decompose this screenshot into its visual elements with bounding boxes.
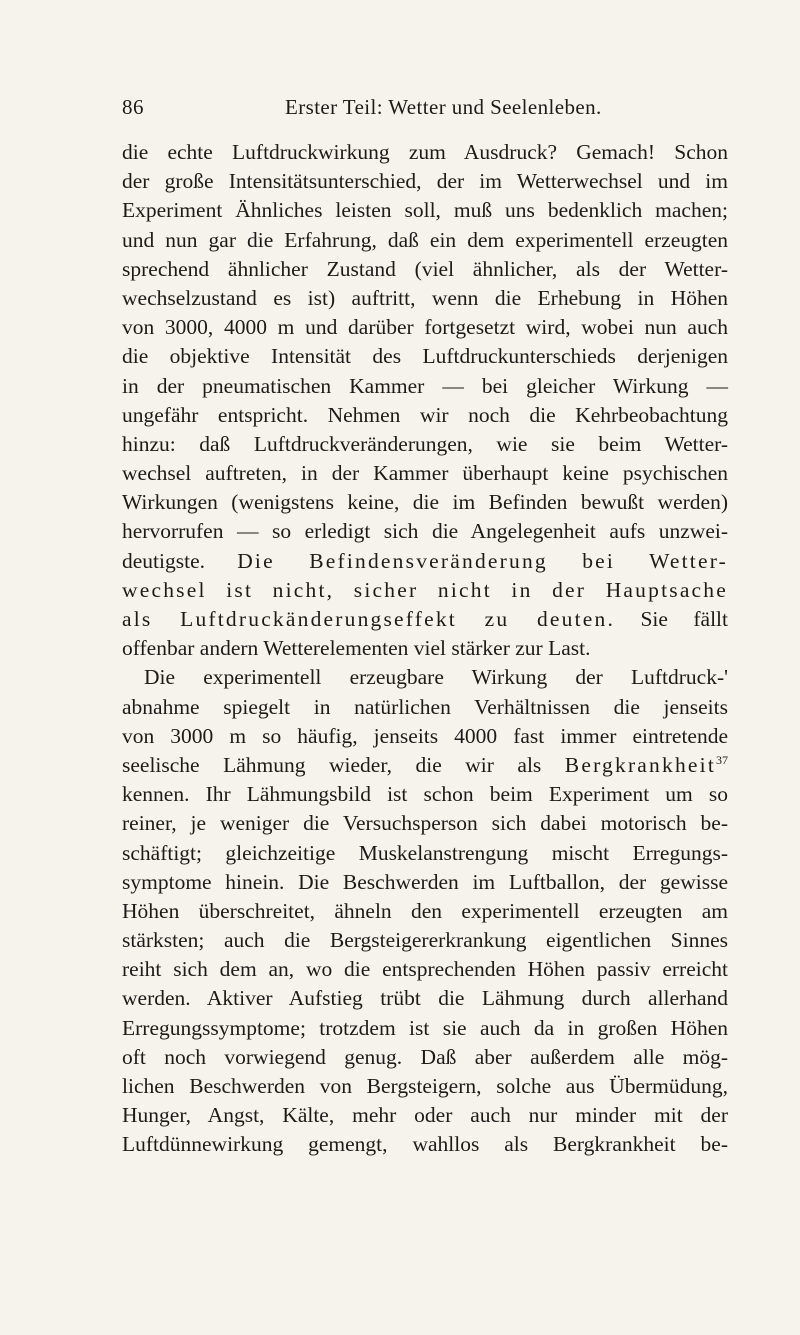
text-line: Höhen überschreitet, ähneln den experimentell erzeugten am [122,898,728,923]
text-line: hervorrufen — so erledigt sich die Angelegenheit aufs unzwei- [122,519,728,544]
text-line: stärksten; auch die Bergsteigererkrankung eigentlichen Sinnes [122,928,728,953]
text-line: hinzu: daß Luftdruckveränderungen, wie sie beim Wetter- [122,431,728,456]
page-number: 86 [122,95,144,119]
text-line: von 3000, 4000 m und darüber fortgesetzt wird, wobei nun auch [122,315,728,340]
text-line: reiht sich dem an, wo die entsprechenden Höhen passiv erreicht [122,957,728,982]
text-line: wechsel auftreten, in der Kammer überhaupt keine psychischen [122,461,728,486]
text-segment: seelische Lähmung wieder, die wir als [122,752,542,777]
text-line: lichen Beschwerden von Bergsteigern, solche aus Übermüdung, [122,1074,728,1098]
running-head [122,92,728,122]
body-text [122,138,728,1160]
emphasized-text: als Luftdruckänderungseffekt zu deuten. [122,607,616,631]
paragraph-start-line: Die experimentell erzeugbare Wirkung der Luftdruck-' [144,665,728,690]
text-line: schäftigt; gleichzeitige Muskelanstrengung mischt Erregungs- [122,840,728,865]
text-segment: Sie fällt [640,607,728,631]
text-line: Experiment Ähnliches leisten soll, muß uns bedenklich machen; [122,198,728,223]
text-line: ungefähr entspricht. Nehmen wir noch die Kehrbeobachtung [122,402,728,427]
text-line: Erregungssymptome; trotzdem ist sie auch da in großen Höhen [122,1015,728,1040]
footnote-reference: 37 [716,752,728,767]
text-line: oft noch vorwiegend genug. Daß aber außerdem alle mög- [122,1044,728,1069]
text-line: abnahme spiegelt in natürlichen Verhältnissen die jenseits [122,694,728,719]
text-line: die objektive Intensität des Luftdruckunterschieds derjenigen [122,344,728,369]
text-line: die echte Luftdruckwirkung zum Ausdruck? Gemach! Schon [122,140,728,164]
text-line: in der pneumatischen Kammer — bei gleicher Wirkung — [122,373,728,398]
emphasized-line: wechsel ist nicht, sicher nicht in der Hauptsache [122,577,728,602]
text-line: der große Intensitätsunterschied, der im Wetterwechsel und im [122,169,728,194]
text-line: Hunger, Angst, Kälte, mehr oder auch nur minder mit der [122,1103,728,1128]
text-line: und nun gar die Erfahrung, daß ein dem experimentell erzeugten [122,227,728,252]
text-line: Wirkungen (wenigstens keine, die im Befinden bewußt werden) [122,490,728,515]
emphasized-text: Bergkrankheit [564,752,716,777]
text-line: kennen. Ihr Lähmungsbild ist schon beim Experiment um so [122,782,728,807]
text-line: von 3000 m so häufig, jenseits 4000 fast immer eintretende [122,723,728,748]
text-line [122,605,728,634]
text-line: wechselzustand es ist) auftritt, wenn die Erhebung in Höhen [122,285,728,310]
text-line: symptome hinein. Die Beschwerden im Luftballon, der gewisse [122,869,728,894]
emphasized-text: Die Befindensveränderung bei Wetter- [237,548,728,573]
text-segment: deutigste. [122,548,205,573]
text-line: Luftdünnewirkung gemengt, wahllos als Bergkrankheit be- [122,1132,728,1157]
text-line: werden. Aktiver Aufstieg trübt die Lähmung durch allerhand [122,986,728,1011]
text-line: reiner, je weniger die Versuchsperson sich dabei motorisch be- [122,811,728,836]
text-line [122,547,728,576]
text-line: sprechend ähnlicher Zustand (viel ähnlicher, als der Wetter- [122,256,728,281]
text-line [122,751,728,780]
text-line: offenbar andern Wetterelementen viel stärker zur Last. [122,636,591,661]
running-title: Erster Teil: Wetter und Seelenleben. [285,95,602,119]
